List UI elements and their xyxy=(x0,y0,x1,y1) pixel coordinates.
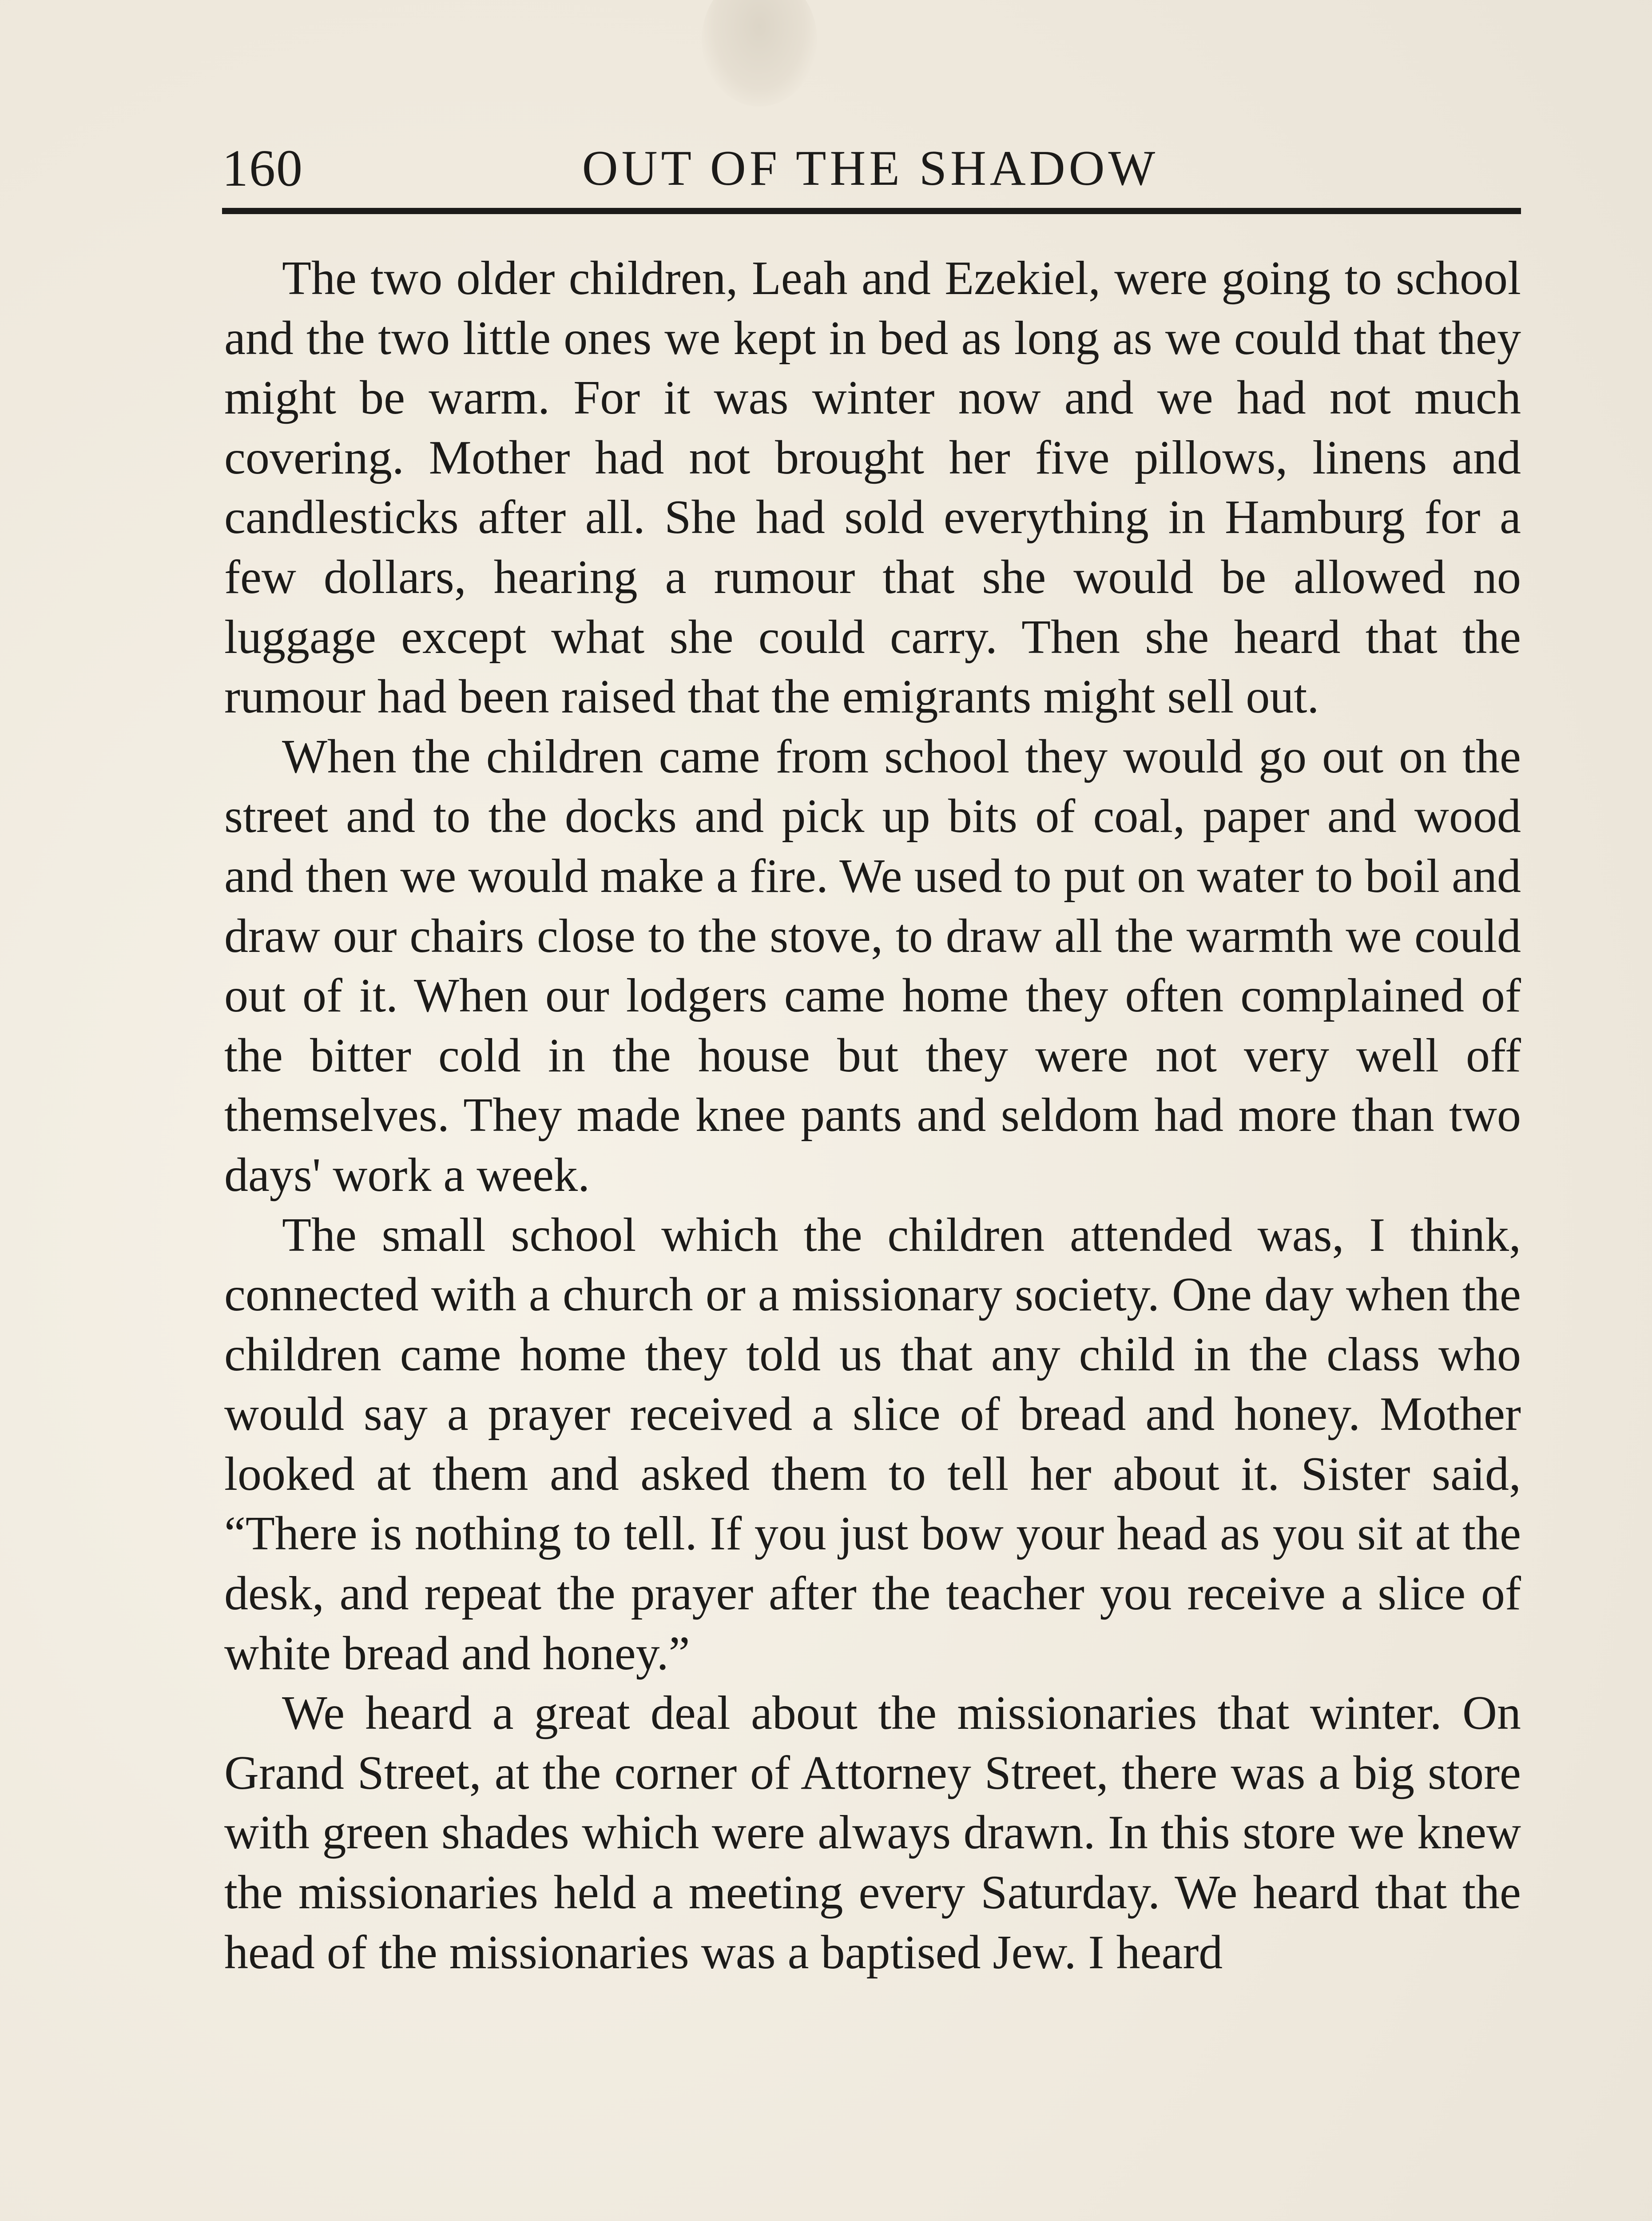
body-text xyxy=(224,249,1521,1982)
paragraph: When the children came from school they would go out on the street and to the docks and pick up bits of coal, paper and wood and then we would make a fire. We used to put on water to boil and draw our chairs close to the stove, to draw all the warmth we could out of it. When our lodgers came home they often complained of the bitter cold in the house but they were not very well off themselves. They made knee pants and seldom had more than two days' work a week. xyxy=(224,730,1521,1202)
paragraph: We heard a great deal about the missionaries that winter. On Grand Street, at the corner of Attorney Street, there was a big store with green shades which were always drawn. In this store we knew the missionaries held a meeting every Saturday. We heard that the head of the missionaries was a baptised Jew. I heard xyxy=(224,1687,1521,1979)
running-head xyxy=(222,133,1519,200)
paper-stain xyxy=(702,0,817,107)
page-number: 160 xyxy=(222,139,303,197)
paragraph: The small school which the children attended was, I think, connected with a church or a missionary society. One day when the children came home they told us that any child in the class who would say a prayer received a slice of bread and honey. Mother looked at them and asked them to tell her about it. Sister said, “There is nothing to tell. If you just bow your head as you sit at the desk, and repeat the prayer after the teacher you receive a slice of white bread and honey.” xyxy=(224,1208,1521,1680)
paragraph: The two older children, Leah and Ezekiel, were going to school and the two little ones we kept in bed as long as we could that they might be warm. For it was winter now and we had not much covering. Mother had not brought her five pillows, linens and candlesticks after all. She had sold everything in Hamburg for a few dollars, hearing a rumour that she would be allowed no luggage except what she could carry. Then she heard that the rumour had been raised that the emigrants might sell out. xyxy=(224,252,1521,724)
book-title: OUT OF THE SHADOW xyxy=(582,141,1159,196)
header-rule xyxy=(222,208,1521,214)
